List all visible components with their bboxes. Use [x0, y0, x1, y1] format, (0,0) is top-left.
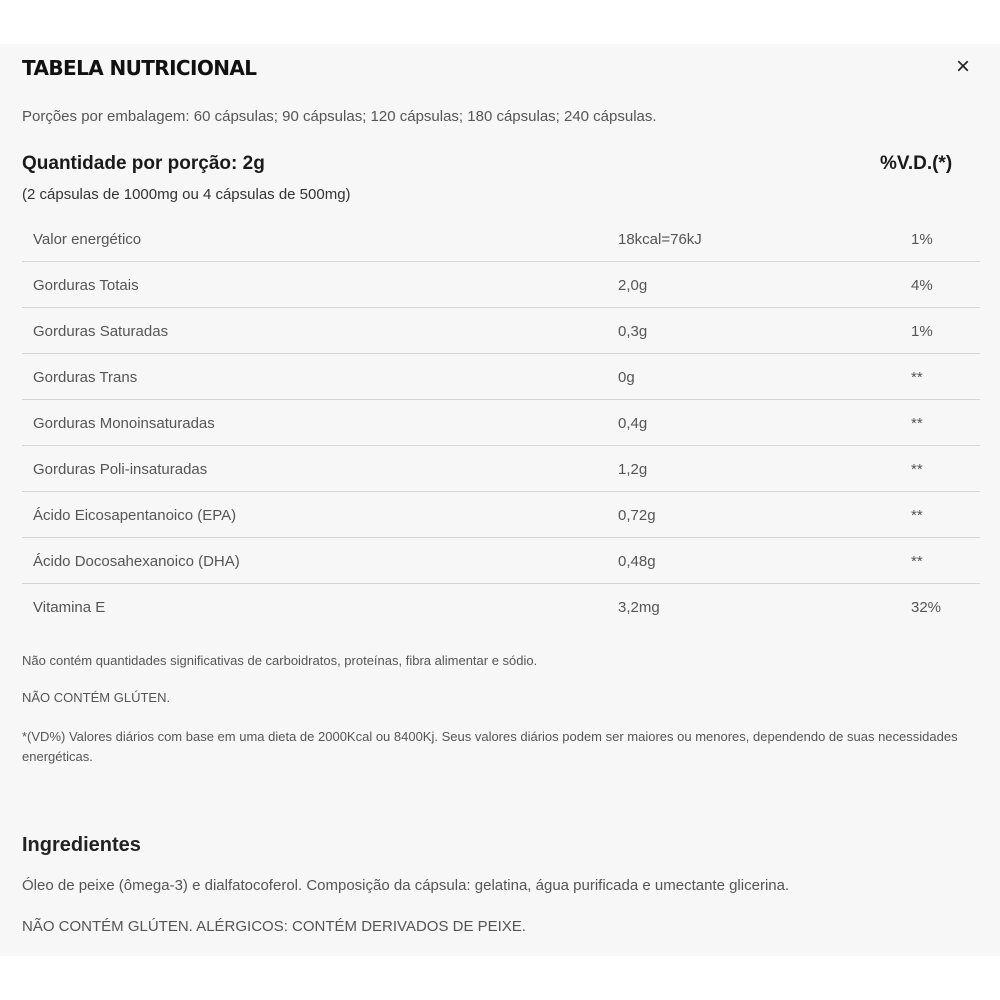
nutrient-name: Gorduras Poli-insaturadas	[33, 461, 208, 478]
nutrient-name: Gorduras Monoinsaturadas	[33, 415, 215, 432]
daily-values-note: *(VD%) Valores diários com base em uma dieta de 2000Kcal ou 8400Kj. Seus valores diários podem ser maiores ou menores, dependendo de suas necessidades energéticas.	[22, 729, 958, 764]
nutrient-amount: 0g	[618, 369, 635, 386]
not-contain-note: Não contém quantidades significativas de carboidratos, proteínas, fibra alimentar e sódio.	[22, 653, 538, 668]
table-row	[22, 446, 980, 492]
table-row	[22, 538, 980, 584]
nutrient-vd: **	[911, 369, 923, 386]
nutrient-name: Valor energético	[33, 231, 142, 248]
nutrient-amount: 3,2mg	[618, 599, 660, 616]
nutrient-vd: 1%	[911, 323, 933, 340]
nutrient-name: Ácido Docosahexanoico (DHA)	[33, 553, 240, 570]
nutrient-name: Gorduras Totais	[33, 277, 139, 294]
nutrient-vd: **	[911, 415, 923, 432]
ingredients-text: Óleo de peixe (ômega-3) e dialfatocoferol. Composição da cápsula: gelatina, água purificada e umectante glicerina.	[22, 877, 790, 894]
allergens-text: NÃO CONTÉM GLÚTEN. ALÉRGICOS: CONTÉM DERIVADOS DE PEIXE.	[22, 918, 526, 935]
gluten-note: NÃO CONTÉM GLÚTEN.	[22, 690, 171, 705]
portion-title: Quantidade por porção: 2g	[22, 153, 265, 174]
nutrient-name: Gorduras Trans	[33, 369, 138, 386]
servings-text: Porções por embalagem: 60 cápsulas; 90 cápsulas; 120 cápsulas; 180 cápsulas; 240 cápsulas.	[22, 108, 657, 125]
nutrient-vd: **	[911, 461, 923, 478]
nutrient-name: Gorduras Saturadas	[33, 323, 169, 340]
nutrient-vd: **	[911, 507, 923, 524]
nutrient-name: Ácido Eicosapentanoico (EPA)	[33, 507, 237, 524]
nutrient-vd: **	[911, 553, 923, 570]
nutrient-vd: 32%	[911, 599, 942, 616]
table-row	[22, 492, 980, 538]
nutrient-amount: 0,48g	[618, 553, 656, 570]
table-row	[22, 216, 980, 262]
table-row	[22, 354, 980, 400]
table-row	[22, 262, 980, 308]
page-title: TABELA NUTRICIONAL	[22, 56, 257, 80]
close-icon[interactable]: ×	[955, 53, 970, 80]
nutrient-vd: 4%	[911, 277, 933, 294]
nutrient-amount: 0,4g	[618, 415, 648, 432]
nutrient-amount: 1,2g	[618, 461, 648, 478]
vd-header: %V.D.(*)	[880, 153, 953, 174]
nutrient-amount: 2,0g	[618, 277, 648, 294]
ingredients-title: Ingredientes	[22, 834, 141, 856]
nutrient-amount: 0,72g	[618, 507, 656, 524]
table-row	[22, 400, 980, 446]
table-row	[22, 584, 980, 629]
portion-detail: (2 cápsulas de 1000mg ou 4 cápsulas de 500mg)	[22, 186, 351, 203]
nutrition-table	[22, 216, 980, 629]
nutrient-name: Vitamina E	[33, 599, 106, 616]
table-row	[22, 308, 980, 354]
nutrient-amount: 18kcal=76kJ	[618, 231, 702, 248]
nutrient-amount: 0,3g	[618, 323, 648, 340]
nutrient-vd: 1%	[911, 231, 933, 248]
